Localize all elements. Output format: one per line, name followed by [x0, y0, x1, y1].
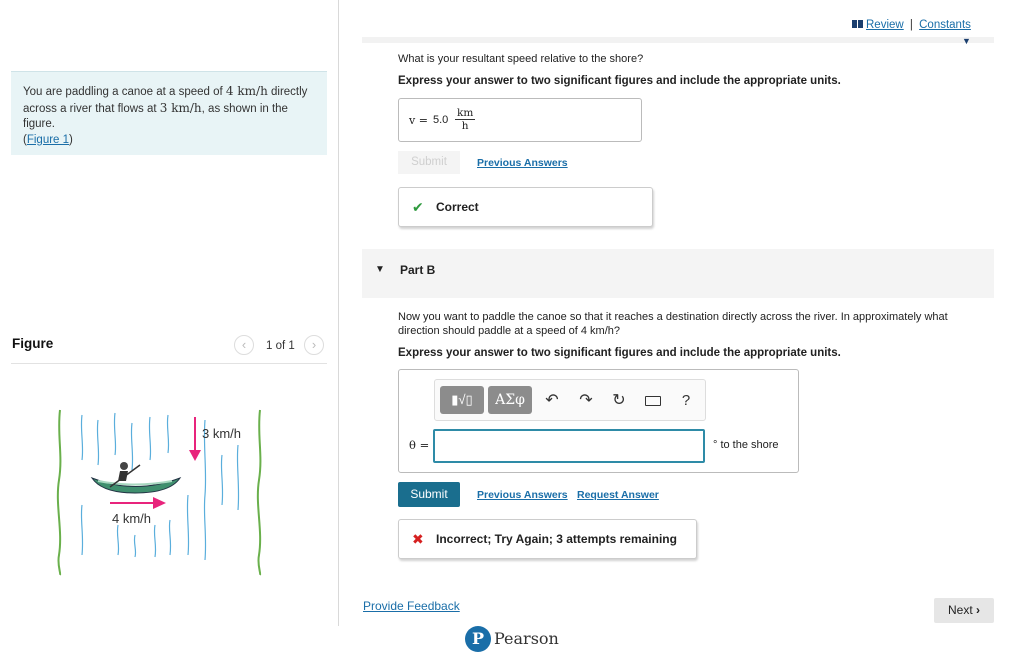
provide-feedback-link[interactable]: Provide Feedback [363, 599, 460, 613]
figure-link[interactable]: Figure 1 [26, 133, 70, 146]
paddle-arrow [110, 497, 166, 509]
next-figure-button[interactable]: › [304, 335, 324, 355]
part-a-header-bar [362, 37, 994, 43]
keyboard-icon[interactable] [641, 389, 665, 413]
part-a-previous-answers-link[interactable]: Previous Answers [477, 157, 568, 169]
part-b-feedback [398, 519, 697, 559]
part-b-feedback-text: Incorrect; Try Again; 3 attempts remaining [436, 532, 677, 546]
part-a-answer-box [398, 98, 642, 142]
undo-icon[interactable]: ↶ [545, 392, 559, 409]
collapse-caret-icon[interactable]: ▼ [962, 36, 971, 46]
link-separator: | [909, 19, 913, 31]
river-canoe-figure [40, 395, 280, 580]
flow-speed-label: 3 km/h [202, 426, 242, 441]
templates-button[interactable]: ▮√▯ [440, 386, 484, 414]
unit-numerator: km [457, 107, 474, 119]
problem-text-2: directly across a river that flows at [23, 86, 308, 115]
next-button-label: Next [947, 603, 973, 617]
right-riverbank [258, 410, 261, 575]
pearson-logo-icon: P [465, 626, 491, 652]
figure-header [11, 334, 327, 364]
unit-denominator: h [461, 120, 469, 132]
review-link[interactable]: Review [866, 19, 904, 31]
part-b-title: Part B [400, 263, 436, 277]
request-answer-link[interactable]: Request Answer [577, 489, 659, 501]
part-b-question: Now you want to paddle the canoe so that it reaches a destination directly across the river. In approximately what direction should paddle at a speed of 4 km/h? [398, 311, 948, 337]
check-icon: ✔ [412, 199, 424, 215]
part-a-submit-button[interactable]: Submit [398, 151, 460, 174]
part-b-header[interactable] [362, 249, 994, 298]
part-a-instruction: Express your answer to two significant figures and include the appropriate units. [398, 75, 841, 87]
top-links [852, 19, 971, 31]
part-a-feedback-text: Correct [436, 200, 479, 214]
flow-value: 3 km/h [159, 100, 202, 115]
part-b-answer-area [398, 369, 799, 473]
part-b-previous-answers-link[interactable]: Previous Answers [477, 489, 568, 501]
canoe [92, 462, 180, 493]
part-a-answer-value: 5.0 [433, 114, 449, 126]
chevron-right-icon: › [976, 603, 981, 617]
next-button[interactable] [934, 598, 994, 623]
prev-figure-button[interactable]: ‹ [234, 335, 254, 355]
part-b-submit-button[interactable]: Submit [398, 482, 460, 507]
problem-text-1: You are paddling a canoe at a speed of [23, 86, 223, 98]
paddle-speed-label: 4 km/h [112, 511, 152, 526]
panel-divider [338, 0, 339, 626]
review-icon [852, 20, 863, 28]
theta-label: θ = [409, 438, 430, 452]
part-b-instruction: Express your answer to two significant figures and include the appropriate units. [398, 347, 841, 359]
theta-input[interactable] [433, 429, 705, 463]
part-a-feedback [398, 187, 653, 227]
part-b-caret-icon[interactable]: ▼ [375, 264, 385, 275]
answer-unit [455, 107, 475, 132]
problem-text-3: , as shown in the figure. [23, 102, 288, 130]
help-button[interactable]: ? [681, 392, 691, 409]
symbols-button[interactable]: ΑΣφ [488, 386, 532, 414]
reset-icon[interactable]: ↻ [612, 392, 626, 409]
problem-statement: You are paddling a canoe at a speed of 4 km/h directly across a river that flows at 3 km/h, as shown in the figure. (Figure 1) [11, 71, 327, 155]
x-icon: ✖ [412, 531, 424, 547]
figure-title: Figure [12, 336, 54, 351]
redo-icon[interactable]: ↷ [579, 392, 593, 409]
left-riverbank [58, 410, 61, 575]
part-a-question: What is your resultant speed relative to the shore? [398, 53, 644, 65]
figure-pager: 1 of 1 [266, 340, 295, 352]
constants-link[interactable]: Constants [919, 19, 971, 31]
flow-arrow [189, 417, 201, 461]
pearson-brand: Pearson [494, 629, 559, 648]
velocity-label: v = [409, 114, 428, 127]
theta-unit-label: ° to the shore [713, 439, 779, 451]
math-toolbar [434, 379, 706, 421]
speed-value: 4 km/h [225, 84, 268, 98]
